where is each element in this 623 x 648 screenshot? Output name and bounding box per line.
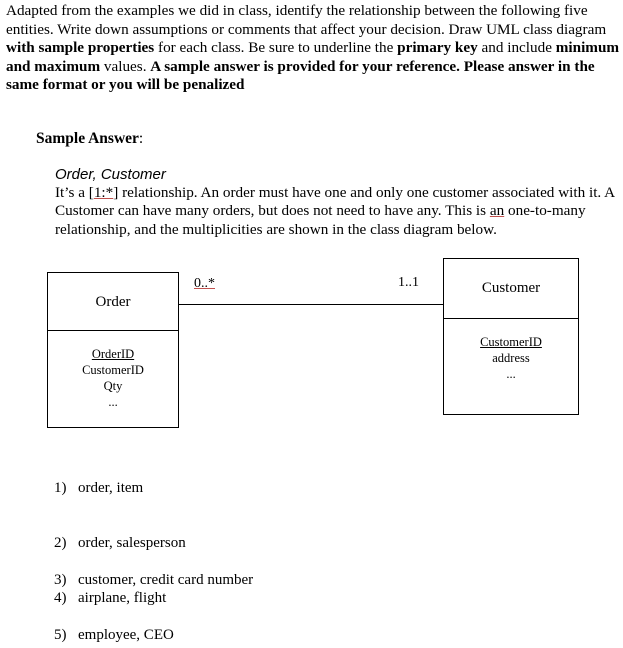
multiplicity-customer-end: 1..1: [398, 275, 419, 290]
sample-answer-label: Sample Answer: [36, 130, 139, 147]
question-number: 2): [54, 535, 67, 551]
question-item: [54, 535, 186, 552]
question-text: airplane, flight: [78, 590, 167, 606]
grammar-flagged-word: an: [489, 202, 505, 220]
order-primary-key: OrderID: [91, 347, 135, 361]
question-text: order, item: [78, 480, 144, 496]
question-item: [54, 480, 143, 497]
multiplicity-notation: 1:*: [93, 184, 114, 201]
customer-class-name: Customer: [481, 279, 541, 296]
emphasis-sample-properties: with sample properties: [6, 39, 155, 57]
heading-colon: :: [138, 130, 144, 147]
instructions-text: values.: [100, 57, 151, 75]
question-item: [54, 572, 253, 589]
multiplicity-order-end: 0..*: [194, 276, 215, 291]
instructions-paragraph: [6, 2, 621, 95]
question-text: customer, credit card number: [78, 572, 254, 588]
question-number: 4): [54, 590, 67, 606]
question-item: [54, 590, 166, 607]
order-class-divider: [48, 330, 178, 331]
explanation-text: It’s a [: [55, 184, 94, 201]
instructions-text: for each class. Be sure to underline the: [154, 39, 398, 57]
customer-primary-key: CustomerID: [480, 335, 542, 349]
question-text: employee, CEO: [78, 627, 174, 643]
emphasis-primary-key: primary key: [397, 39, 478, 57]
instructions-text: Adapted from the examples we did in class, identify the relationship between the following five entities. Write down assumptions or comments that affect your decision. Draw UML class diagram: [6, 2, 607, 38]
question-number: 5): [54, 627, 67, 643]
customer-class-box: [443, 258, 579, 415]
customer-attributes: [444, 334, 578, 382]
customer-attribute: address: [492, 351, 530, 365]
sample-explanation: [55, 184, 620, 239]
sample-pair-title: Order, Customer: [55, 166, 166, 183]
explanation-text: one-to-many relationship, and the multiplicities are shown in the class diagram below.: [55, 202, 586, 238]
emphasis-min-max: minimum and maximum: [6, 39, 620, 75]
explanation-text: ] relationship. An order must have one and only one customer associated with it. A Customer can have many orders, but does not need to have any. This is: [55, 184, 615, 220]
question-text: order, salesperson: [78, 535, 186, 551]
question-item: [54, 627, 174, 644]
question-number: 1): [54, 480, 67, 496]
order-class-name: Order: [95, 293, 131, 310]
order-attribute: CustomerID: [82, 363, 144, 377]
order-attribute-ellipsis: ...: [108, 395, 118, 409]
question-number: 3): [54, 572, 67, 588]
sample-answer-heading: [36, 130, 143, 148]
instructions-text: and include: [477, 39, 556, 57]
customer-attribute-ellipsis: ...: [506, 367, 516, 381]
order-class-box: [47, 272, 179, 428]
association-line: [178, 304, 443, 305]
emphasis-sample-note: A sample answer is provided for your reference. Please answer in the same format or you will be penalized: [6, 57, 595, 94]
customer-class-divider: [444, 318, 578, 319]
order-attribute: Qty: [103, 379, 123, 393]
order-attributes: [48, 346, 178, 410]
